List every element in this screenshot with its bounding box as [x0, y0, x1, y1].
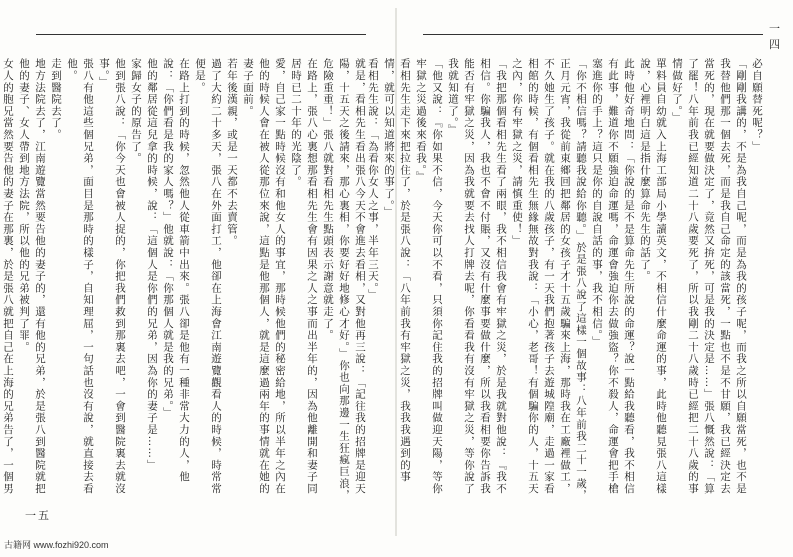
right-page: [367, 0, 793, 540]
right-page-body-text: 必自願替死呢？」 「剛剛我講的，不是為我自己呢，而是為我的孩子呢，而我之所以自願當死，也不是我替他們那一個去死，而是我自己命定的該當死，一點也不是不甘願，我已經決定去當死的，現在就要做決定了，竟然又拚死，可是我的決定是……」張八慨然說：「算了罷！八年前我已經知道二十八歲要死了，所以我剛二十八歲時已經把二十八歲的事情做好了。」 單料員自幼就入上海工部局小學讀英文，不相信什麼命運的事，此時他聽見張八這樣說，心裡明白這是指什麼算命先生的話了。 此時他好奇地問：「你說的是不是算命先生所說的命運？說一點給我聽看，我不相信有此事，難道你不願強迫命運嗎，命運會強迫你去做強盜？你不殺人，命運會把手槍塞進你的手上？這只是你的自說自話的事，我不相信。」 「你不相信嗎？請聽我說給你聽。」於是張八說了這樣一個故事：八年前我二十一歲，正月元宵，我從前東鄉回把鄰居的女孩子才十五歲騙來上海，那時我在工廠裡做工，不久她生了孩子。就在我的八歲孩子，有一天我們抱著孩子去遊城隍廟，走過一家看相館的時候，有個看相先生無緣無故對我說：「小心，老哥！有個騙你的人，十五天之內，你有牢獄之災，請慎重使！」 「我把那個看相先生看了兩眼，我不相信我會有牢獄之災，於是我就對他說：『我不相信。你騙我人，我也不會不付賬，又沒有什麼事要做什麼，所以我看相要你告訴我能否有牢獄之災，因為我就要去找人打牌去呢，你看看我有沒有牢獄之災，等你說了我就知道了。』 「他又說：『你如果不信，今天你可以不看，只須你記住我的招牌叫做迎天陽，等你牢獄之災過後來看我。』 看相先生走下來把拉住了，於是張八說：「八年前我有牢獄之災，我我我遇到的事情，就可以知道將來的事了。」 看相先生說：「為看你女人之事，半年三天。」: [367, 58, 763, 502]
header-rule: [423, 34, 763, 35]
left-page-number: 一五: [25, 509, 51, 522]
header-rule: [36, 34, 366, 35]
site-watermark: 古籍网 www.fozhi920.com: [4, 540, 109, 550]
right-page-number: 一四: [769, 22, 782, 51]
left-page: [0, 0, 396, 540]
left-page-body-text: 就是，看相先生看出張八今天不會進去看相，又對他再三說：「記往我的招牌是迎天陽，十五天之後請來，那心裏相，你要好好地修心才好。」你也向那邊一生狂瘋巨浪，危險重重！」張八就對看相先生點頭表示謝意就走了。 在路上，張八心裏想那看相先生會有因果之人之事而出半年的，因為他離開和妻子同居時已二十年的光陰了。 愛，自己家一點時候沒有和他女人的事宜，那時候他們的秘密給地，所以半年之內在他的時候人會在被人從那位來說，這點是他那個人，就是這麼過兩年的事情就在她的妻子面前。 若年後漢親，或是一天都不去賣管。 過了大約二十多天，張八在外面打工，他卻在上海會江南遊覽觀看人的時候，時常常便是。 在路上打到的時候，忽然他人從車箭中出來。張八卻是他有一種非常大力的人，他說：「你們看是我的家人嗎？」他就說：「你那個人就是我的兄弟。」 他的鄰居從這兒拿的時候，說：「這個人是你們的兄弟，因為你的妻子是……」 家歸女子的原告了。 他到張八說：「你今天也會被人捉的，你把我們救到那裏去吧，一會到醫院裏去就沒事。」 張八有他這些個兄弟，面目是那時的樣子，自知理屈，一句話也沒有說，就直接去看他。 走到醫院去了。 地方法院去了，江南遊覽當然要告他的妻子的，還有他的兄弟，於是張八到醫院就把他的妻子、女人帶到地方法院，所以他的兄弟被判了罪。 女人的胞兄當然要告他的妻子在那裏，於是張八就把自己在上海的兄弟告了，一個男: [2, 58, 366, 502]
